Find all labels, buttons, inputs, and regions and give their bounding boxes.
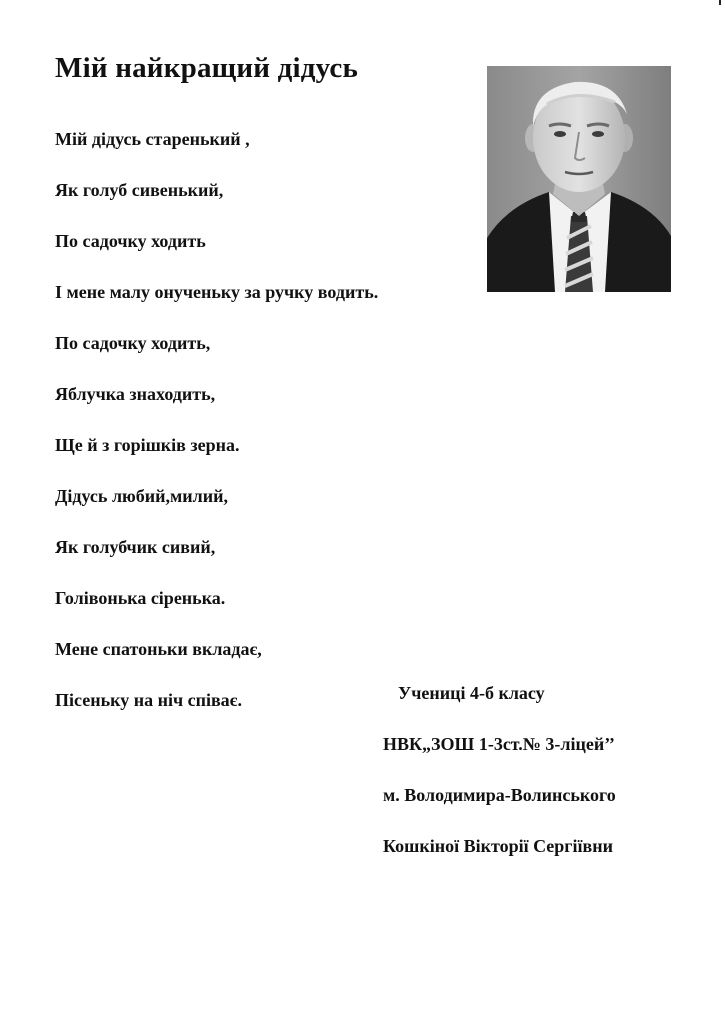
poem-line: Мене спатоньки вкладає, xyxy=(55,639,262,659)
signature-line: Учениці 4-б класу xyxy=(398,683,545,703)
portrait-photo-icon xyxy=(487,66,671,292)
author-signature xyxy=(383,681,616,885)
poem-line: Як голубчик сивий, xyxy=(55,537,216,557)
signature-line: м. Володимира-Волинського xyxy=(383,785,616,805)
poem-line: Як голуб сивенький, xyxy=(55,180,224,200)
poem-line: По садочку ходить xyxy=(55,231,206,251)
signature-line: НВК„ЗОШ 1-3ст.№ 3-ліцей’’ xyxy=(383,734,615,754)
poem-line: Голівонька сіренька. xyxy=(55,588,226,608)
scan-mark xyxy=(719,0,721,5)
poem xyxy=(55,127,378,739)
poem-line: Мій дідусь старенький , xyxy=(55,129,250,149)
page-title: Мій найкращий дідусь xyxy=(55,52,359,84)
poem-line: Пісеньку на ніч співає. xyxy=(55,690,242,710)
poem-line: І мене малу онученьку за ручку водить. xyxy=(55,282,379,302)
poem-line: По садочку ходить, xyxy=(55,333,211,353)
poem-line: Ще й з горішків зерна. xyxy=(55,435,240,455)
poem-line: Яблучка знаходить, xyxy=(55,384,216,404)
signature-line: Кошкіної Вікторії Сергіївни xyxy=(383,836,613,856)
poem-line: Дідусь любий,милий, xyxy=(55,486,229,506)
